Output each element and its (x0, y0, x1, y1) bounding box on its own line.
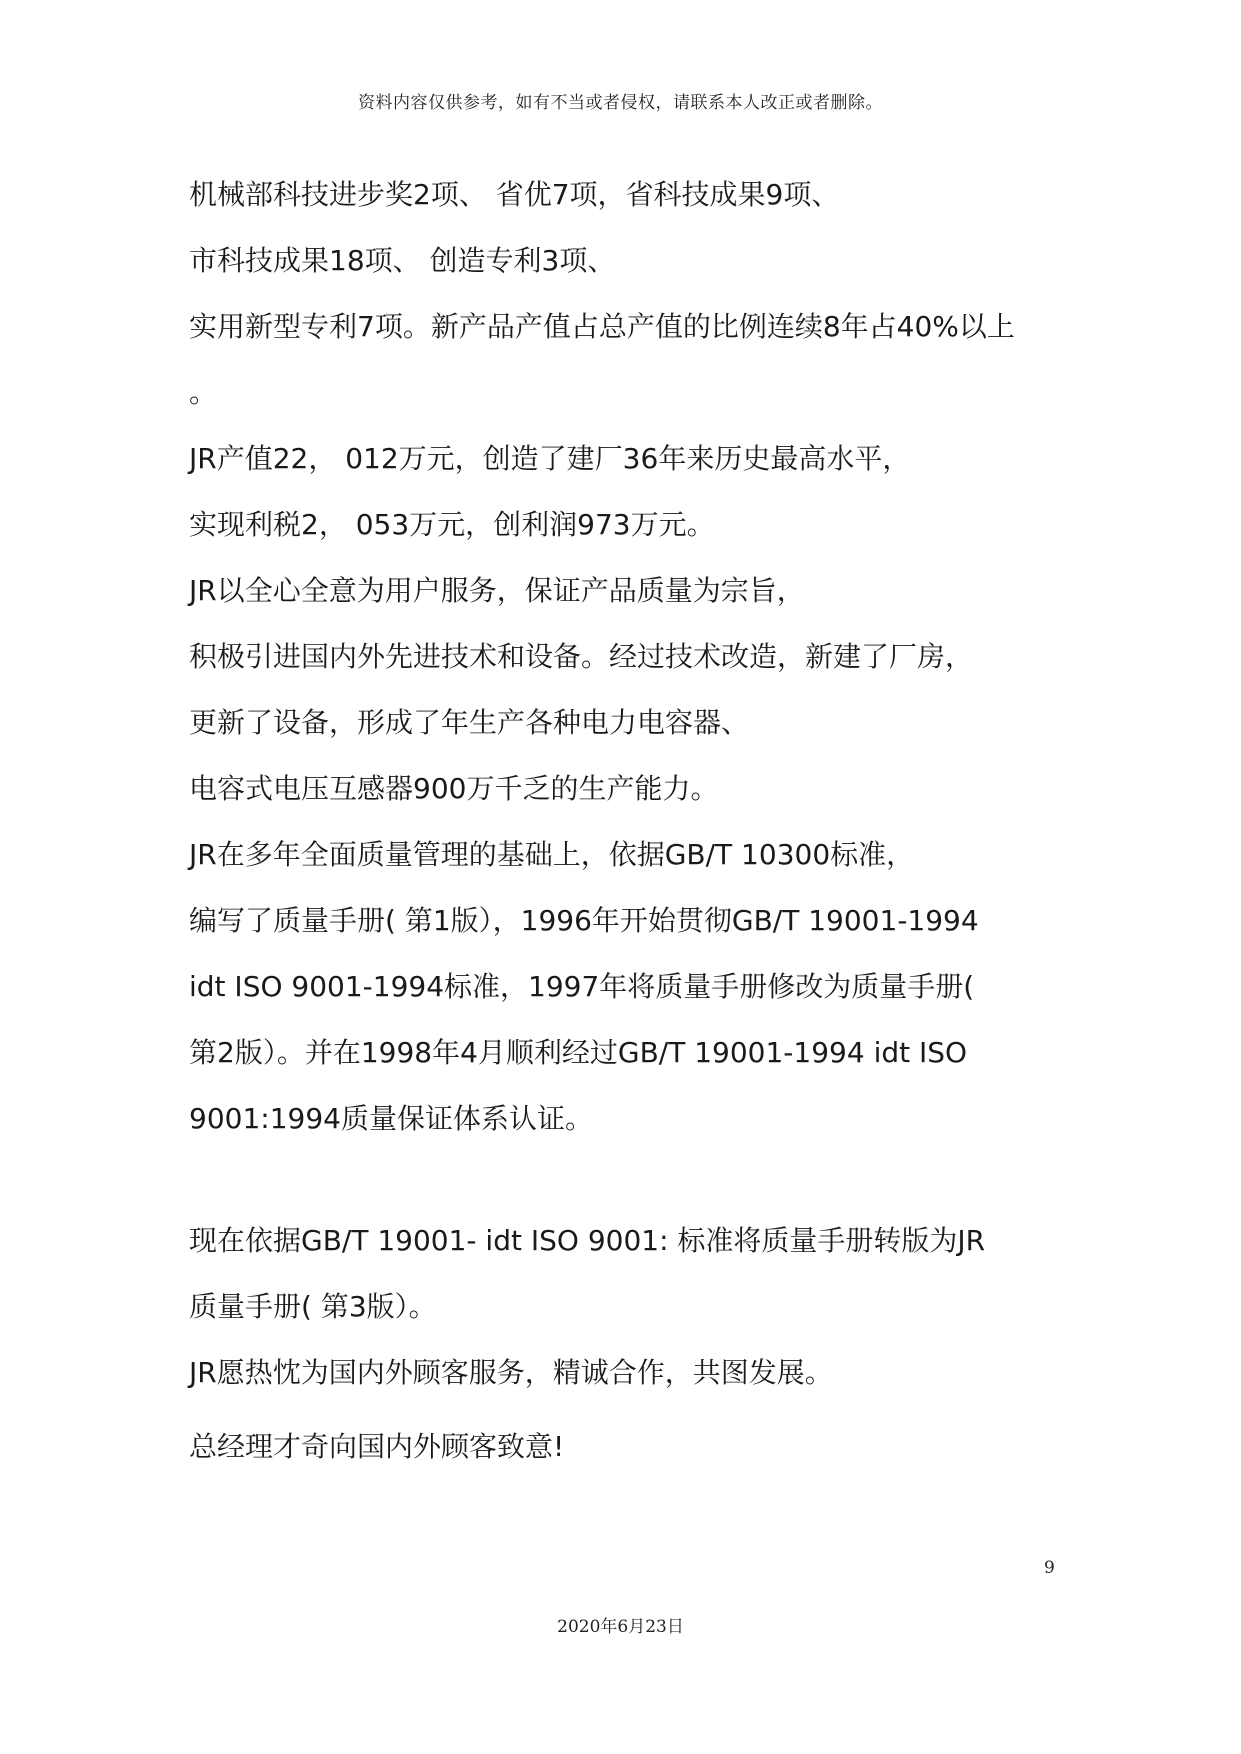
body-line: 第2版）。并在1998年4月顺利经过GB/T 19001-1994 idt ISO (189, 1036, 968, 1069)
paragraph-spacer (189, 1406, 1089, 1414)
body-line: 电容式电压互感器900万千乏的生产能力。 (189, 772, 719, 805)
body-line: idt ISO 9001-1994标准，1997年将质量手册修改为质量手册( (189, 970, 975, 1003)
body-line: 编写了质量手册( 第1版），1996年开始贯彻GB/T 19001-1994 (189, 904, 979, 937)
body-line: JR在多年全面质量管理的基础上，依据GB/T 10300标准， (189, 838, 915, 871)
body-line: JR产值22， 012万元，创造了建厂36年来历史最高水平， (189, 442, 911, 475)
body-line: 现在依据GB/T 19001- idt ISO 9001: 标准将质量手册转版为JR (189, 1224, 986, 1257)
body-line: JR以全心全意为用户服务，保证产品质量为宗旨， (189, 574, 805, 607)
page-number: 9 (1044, 1558, 1055, 1578)
body-line: 质量手册( 第3版）。 (189, 1290, 437, 1323)
body-line: 更新了设备，形成了年生产各种电力电容器、 (189, 706, 750, 739)
body-line: 市科技成果18项、 创造专利3项、 (189, 244, 616, 277)
body-line: 9001:1994质量保证体系认证。 (189, 1102, 593, 1135)
body-line: 实用新型专利7项。新产品产值占总产值的比例连续8年占40%以上 (189, 310, 1015, 343)
paragraph-spacer (189, 1152, 1089, 1208)
body-line: 。 (189, 376, 218, 409)
body-line: 积极引进国内外先进技术和设备。经过技术改造，新建了厂房， (189, 640, 974, 673)
footer-date: 2020年6月23日 (557, 1617, 684, 1637)
body-line: JR愿热忱为国内外顾客服务，精诚合作，共图发展。 (189, 1356, 833, 1389)
body-line: 总经理才奇向国内外顾客致意! (189, 1430, 565, 1463)
body-line: 实现利税2， 053万元，创利润973万元。 (189, 508, 715, 541)
document-body (189, 162, 1089, 1480)
page-header-disclaimer: 资料内容仅供参考，如有不当或者侵权，请联系本人改正或者删除。 (358, 93, 883, 113)
body-line: 机械部科技进步奖2项、 省优7项，省科技成果9项、 (189, 178, 840, 211)
